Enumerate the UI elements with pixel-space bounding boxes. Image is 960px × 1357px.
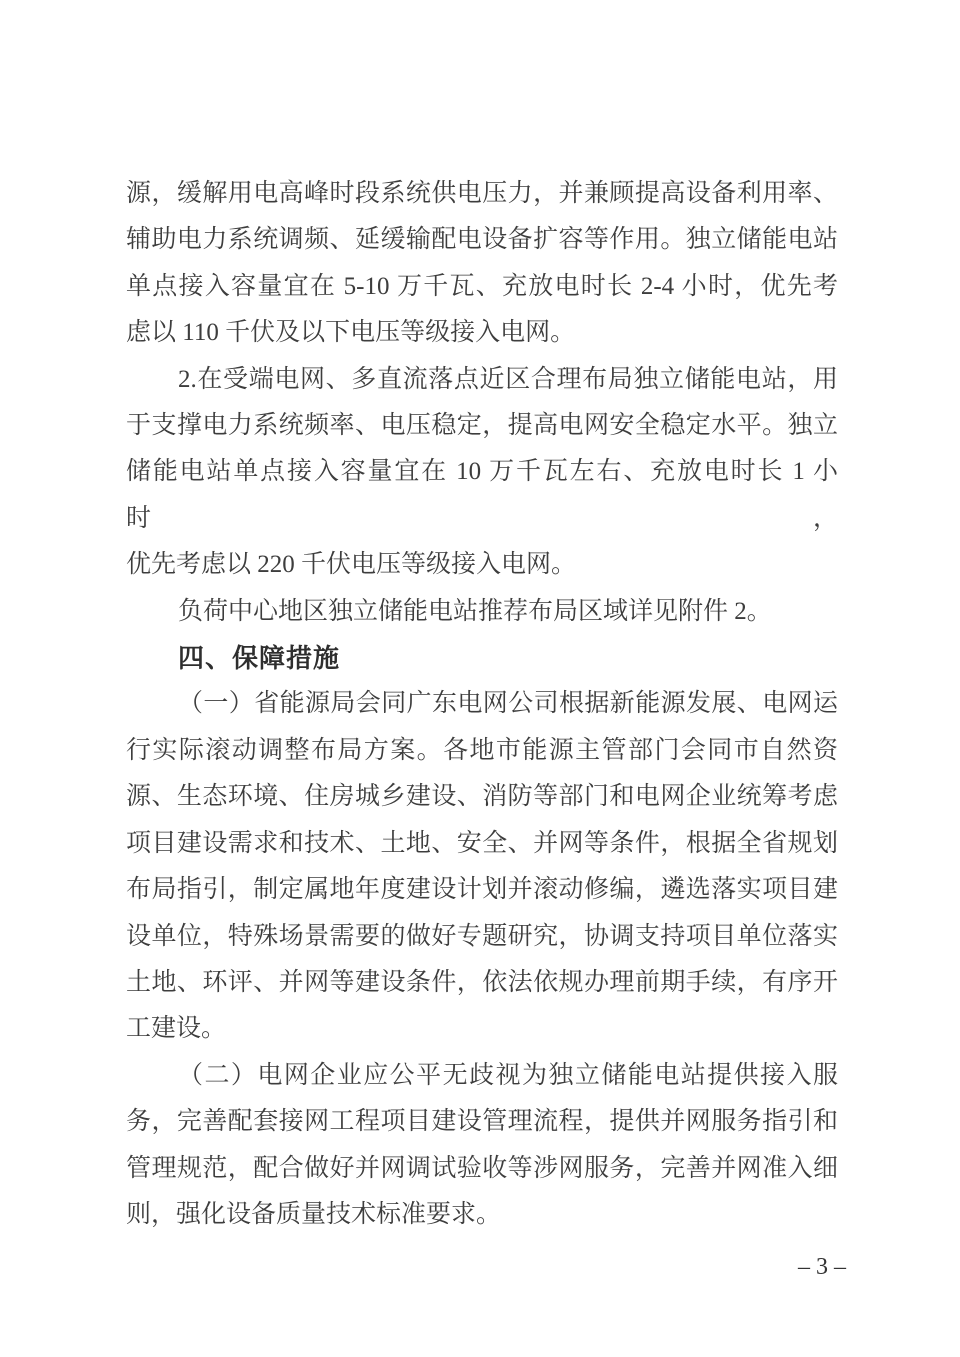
text-line: 设单位，特殊场景需要的做好专题研究，协调支持项目单位落实 xyxy=(126,922,838,950)
text-line: 布局指引，制定属地年度建设计划并滚动修编，遴选落实项目建 xyxy=(126,876,838,904)
document-body xyxy=(126,171,838,1238)
text-line: 虑以 110 千伏及以下电压等级接入电网。 xyxy=(126,319,576,347)
text-line: 源，缓解用电高峰时段系统供电压力，并兼顾提高设备利用率、 xyxy=(126,180,838,207)
text-line: 2.在受端电网、多直流落点近区合理布局独立储能电站，用 xyxy=(178,365,838,393)
text-line: 管理规范，配合做好并网调试验收等涉网服务，完善并网准入细 xyxy=(126,1154,838,1182)
text-line: 行实际滚动调整布局方案。各地市能源主管部门会同市自然资 xyxy=(126,736,838,764)
text-line: 项目建设需求和技术、土地、安全、并网等条件，根据全省规划 xyxy=(126,829,838,857)
page-number: – 3 – xyxy=(798,1254,846,1280)
text-line: 于支撑电力系统频率、电压稳定，提高电网安全稳定水平。独立 xyxy=(126,412,838,440)
text-line: 单点接入容量宜在 5-10 万千瓦、充放电时长 2-4 小时，优先考 xyxy=(126,272,838,300)
text-line: 则，强化设备质量技术标准要求。 xyxy=(126,1200,502,1228)
text-line: 负荷中心地区独立储能电站推荐布局区域详见附件 2。 xyxy=(178,597,772,625)
section-heading: 四、保障措施 xyxy=(178,643,341,674)
text-line: 工建设。 xyxy=(126,1015,227,1043)
text-line: 辅助电力系统调频、延缓输配电设备扩容等作用。独立储能电站 xyxy=(126,226,838,254)
text-line: 储能电站单点接入容量宜在 10 万千瓦左右、充放电时长 1 小时， xyxy=(126,458,838,532)
text-line: 务，完善配套接网工程项目建设管理流程，提供并网服务指引和 xyxy=(126,1108,838,1136)
text-line: 源、生态环境、住房城乡建设、消防等部门和电网企业统筹考虑 xyxy=(126,783,838,811)
text-line: （二）电网企业应公平无歧视为独立储能电站提供接入服 xyxy=(178,1061,838,1089)
text-line: （一）省能源局会同广东电网公司根据新能源发展、电网运 xyxy=(178,690,838,718)
text-line: 优先考虑以 220 千伏电压等级接入电网。 xyxy=(126,551,577,579)
text-line: 土地、环评、并网等建设条件，依法依规办理前期手续，有序开 xyxy=(126,968,838,996)
